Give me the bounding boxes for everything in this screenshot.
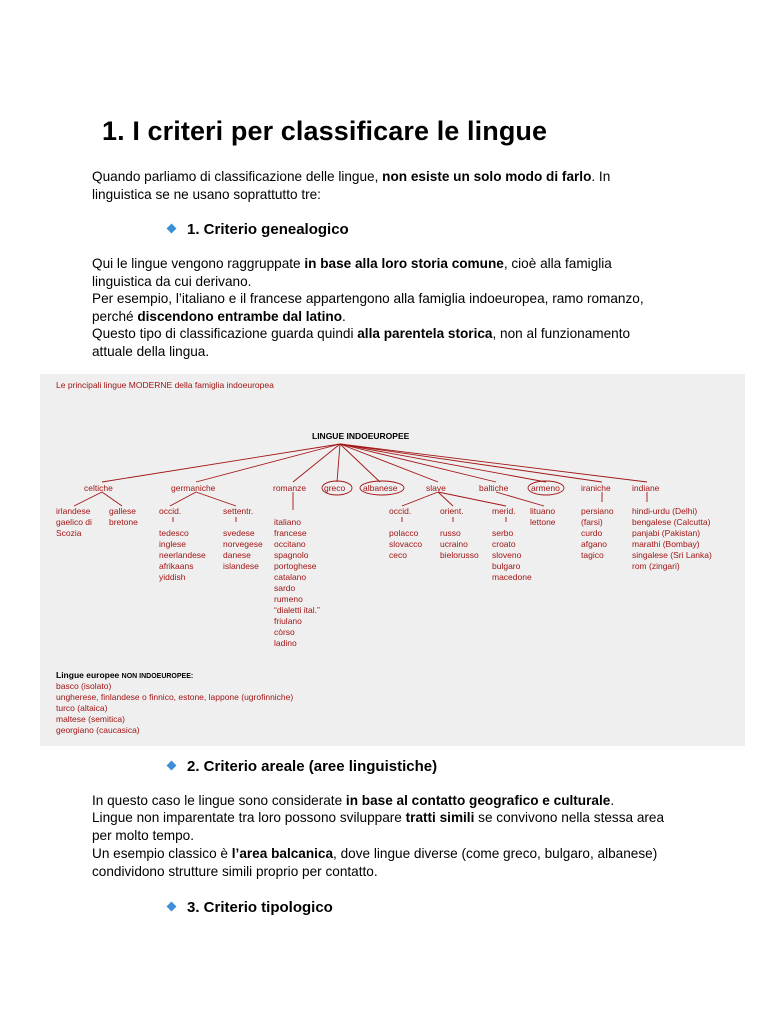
bold-text: alla parentela storica bbox=[357, 326, 493, 341]
romance-lang: rumeno bbox=[274, 594, 303, 604]
section-heading-typological bbox=[168, 899, 333, 916]
genealogical-paragraph-3 bbox=[92, 325, 672, 360]
bold-text: discendono entrambe dal latino bbox=[137, 308, 343, 324]
intro-bold: non esiste un solo modo di farlo bbox=[382, 169, 592, 184]
non-ie-lang: ungherese, finlandese o finnico, estone, lappone (ugrofinniche) bbox=[56, 692, 294, 702]
celtic-languages bbox=[56, 506, 138, 538]
branch-baltiche: baltiche bbox=[479, 483, 509, 493]
text: se convivono nella stessa area per molto tempo. bbox=[92, 810, 665, 843]
text: Per esempio, l’italiano e il francese appartengono alla famiglia indoeuropea, ramo romanzo, perché bbox=[92, 291, 644, 324]
romance-lang: portoghese bbox=[274, 561, 317, 571]
tree-caption: Le principali lingue MODERNE della famiglia indoeuropea bbox=[56, 380, 274, 390]
germanic-lang: danese bbox=[223, 550, 251, 560]
germanic-lang: inglese bbox=[159, 539, 186, 549]
germanic-lang: yiddish bbox=[159, 572, 186, 582]
celtic-lang: bretone bbox=[109, 517, 138, 527]
branch-iraniche: iraniche bbox=[581, 483, 611, 493]
germanic-lang: norvegese bbox=[223, 539, 263, 549]
bold-text: in base al contatto geografico e culturale bbox=[345, 793, 611, 808]
celtic-lang: Scozia bbox=[56, 528, 82, 538]
section-heading-areal bbox=[168, 758, 437, 775]
indian-lang: panjabi (Pakistan) bbox=[632, 528, 701, 538]
celtic-lang: irlandese bbox=[56, 506, 91, 516]
bold-text: l’area balcanica bbox=[231, 846, 334, 861]
text: , cioè alla famiglia linguistica da cui derivano. bbox=[92, 256, 612, 289]
slavic-lang: slovacco bbox=[389, 539, 423, 549]
slavic-lang: russo bbox=[440, 528, 461, 538]
romance-lang: catalano bbox=[274, 572, 307, 582]
areal-paragraph-1 bbox=[92, 792, 672, 810]
germanic-lang: islandese bbox=[223, 561, 259, 571]
slavic-lang: sloveno bbox=[492, 550, 522, 560]
romance-lang: spagnolo bbox=[274, 550, 309, 560]
intro-text-end: . In linguistica se ne usano soprattutto tre: bbox=[92, 169, 611, 202]
romance-lang: italiano bbox=[274, 517, 301, 527]
slavic-lang: polacco bbox=[389, 528, 419, 538]
germanic-sett-label: settentr. bbox=[223, 506, 254, 516]
slavic-lang: bulgaro bbox=[492, 561, 521, 571]
romance-lang: sardo bbox=[274, 583, 296, 593]
slavic-lang: ucraino bbox=[440, 539, 468, 549]
text: Qui le lingue vengono raggruppate bbox=[92, 256, 305, 271]
indoeuropean-tree-figure bbox=[40, 374, 745, 746]
tree-root: LINGUE INDOEUROPEE bbox=[312, 431, 410, 441]
page-title: 1. I criteri per classificare le lingue bbox=[102, 116, 548, 146]
slavic-languages bbox=[389, 506, 532, 582]
germanic-lang: svedese bbox=[223, 528, 255, 538]
text: , dove lingue diverse (come greco, bulgaro, albanese) condividono strutture simili proprio per contatto. bbox=[92, 846, 658, 879]
slavic-lang: croato bbox=[492, 539, 516, 549]
germanic-lang: afrikaans bbox=[159, 561, 194, 571]
diamond-bullet-icon bbox=[167, 761, 177, 771]
iranian-lang: (farsi) bbox=[581, 517, 603, 527]
slavic-lang: macedone bbox=[492, 572, 532, 582]
slavic-or-label: orient. bbox=[440, 506, 464, 516]
celtic-lang: gaelico di bbox=[56, 517, 92, 527]
text: , non al funzionamento attuale della lingua. bbox=[92, 326, 631, 359]
indian-lang: rom (zingari) bbox=[632, 561, 680, 571]
iranian-lang: tagico bbox=[581, 550, 604, 560]
intro-paragraph bbox=[92, 168, 672, 203]
non-ie-lang: georgiano (caucasica) bbox=[56, 725, 140, 735]
baltic-languages bbox=[530, 506, 556, 527]
indian-lang: bengalese (Calcutta) bbox=[632, 517, 711, 527]
branch-albanese: albanese bbox=[363, 483, 398, 493]
text: Lingue non imparentate tra loro possono sviluppare bbox=[92, 810, 406, 825]
genealogical-paragraph-1 bbox=[92, 255, 672, 290]
text: Questo tipo di classificazione guarda quindi bbox=[92, 326, 358, 341]
branch-greco: greco bbox=[324, 483, 346, 493]
bold-text: tratti simili bbox=[405, 810, 475, 825]
romance-lang: friulano bbox=[274, 616, 302, 626]
indian-lang: singalese (Sri Lanka) bbox=[632, 550, 712, 560]
bold-text: in base alla loro storia comune bbox=[304, 256, 504, 271]
text: Un esempio classico è bbox=[92, 846, 232, 861]
romance-lang: ladino bbox=[274, 638, 297, 648]
iranian-languages bbox=[581, 506, 614, 560]
germanic-lang: neerlandese bbox=[159, 550, 206, 560]
section-heading-text: 3. Criterio tipologico bbox=[187, 899, 333, 916]
tree-svg bbox=[40, 374, 745, 746]
slavic-mer-label: merid. bbox=[492, 506, 516, 516]
indian-lang: marathi (Bombay) bbox=[632, 539, 700, 549]
germanic-languages bbox=[159, 506, 263, 582]
non-ie-title-a: Lingue europee bbox=[56, 670, 122, 680]
indian-languages bbox=[632, 506, 712, 571]
non-indoeuropean-block bbox=[56, 670, 293, 735]
celtic-lang: gallese bbox=[109, 506, 136, 516]
section-heading-text: 1. Criterio genealogico bbox=[187, 221, 349, 238]
non-ie-title bbox=[56, 670, 193, 680]
diamond-bullet-icon bbox=[167, 902, 177, 912]
text: . bbox=[342, 308, 346, 324]
branch-armeno: armeno bbox=[531, 483, 560, 493]
romance-languages bbox=[274, 517, 320, 648]
slavic-lang: bielorusso bbox=[440, 550, 479, 560]
non-ie-lang: basco (isolato) bbox=[56, 681, 112, 691]
indian-lang: hindi-urdu (Delhi) bbox=[632, 506, 698, 516]
iranian-lang: curdo bbox=[581, 528, 603, 538]
iranian-lang: afgano bbox=[581, 539, 607, 549]
branch-slave: slave bbox=[426, 483, 446, 493]
non-ie-lang: turco (altaica) bbox=[56, 703, 108, 713]
romance-lang: francese bbox=[274, 528, 307, 538]
non-ie-lang: maltese (semitica) bbox=[56, 714, 125, 724]
baltic-lang: lettone bbox=[530, 517, 556, 527]
baltic-lang: lituano bbox=[530, 506, 556, 516]
genealogical-paragraph-2 bbox=[92, 290, 672, 325]
section-heading-genealogical bbox=[168, 221, 349, 238]
tree-branch-labels bbox=[84, 483, 660, 493]
slavic-occ-label: occid. bbox=[389, 506, 412, 516]
intro-text: Quando parliamo di classificazione delle lingue, bbox=[92, 169, 383, 184]
non-ie-title-b: NON INDOEUROPEE: bbox=[121, 673, 194, 680]
areal-paragraph-3 bbox=[92, 845, 672, 880]
romance-lang: occitano bbox=[274, 539, 306, 549]
germanic-lang: tedesco bbox=[159, 528, 189, 538]
iranian-lang: persiano bbox=[581, 506, 614, 516]
text: . bbox=[610, 793, 615, 808]
text: In questo caso le lingue sono considerate bbox=[92, 793, 346, 808]
germanic-occ-label: occid. bbox=[159, 506, 182, 516]
branch-romanze: romanze bbox=[273, 483, 307, 493]
areal-paragraph-2 bbox=[92, 809, 672, 844]
romance-lang: còrso bbox=[274, 627, 295, 637]
diamond-bullet-icon bbox=[167, 224, 177, 234]
branch-germaniche: germaniche bbox=[171, 483, 216, 493]
section-heading-text: 2. Criterio areale (aree linguistiche) bbox=[187, 758, 438, 775]
romance-lang: “dialetti ital.” bbox=[274, 605, 320, 615]
branch-indiane: indiane bbox=[632, 483, 660, 493]
slavic-lang: serbo bbox=[492, 528, 514, 538]
branch-celtiche: celtiche bbox=[84, 483, 113, 493]
slavic-lang: ceco bbox=[389, 550, 407, 560]
